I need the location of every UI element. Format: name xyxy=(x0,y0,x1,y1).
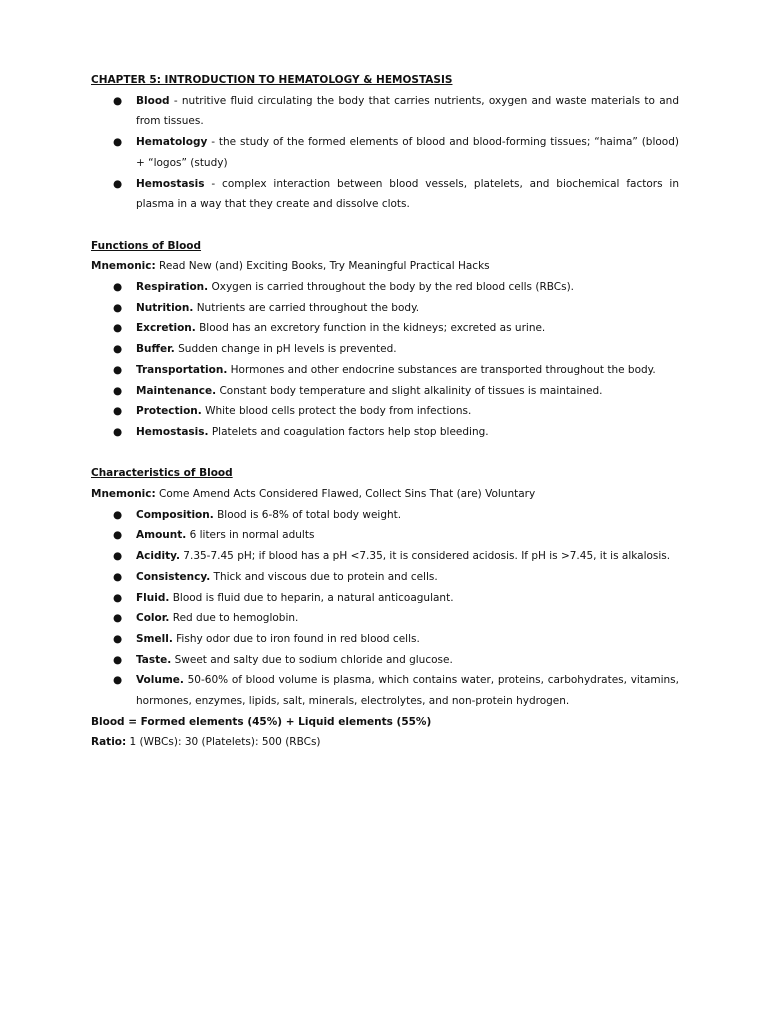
bullet-icon: ● xyxy=(113,301,123,314)
item-term: Acidity. xyxy=(136,550,180,563)
item-term: Blood xyxy=(136,94,170,107)
item-text: - nutritive fluid circulating the body that carries nutrients, oxygen and waste materials to and from tissues. xyxy=(136,94,679,128)
section-spacer xyxy=(91,215,679,236)
bullet-icon: ● xyxy=(113,94,123,107)
characteristics-list xyxy=(91,505,679,712)
bullet-icon: ● xyxy=(113,653,123,666)
list-item xyxy=(91,381,679,402)
item-term: Buffer. xyxy=(136,343,175,356)
item-text: White blood cells protect the body from infections. xyxy=(201,405,472,418)
list-item xyxy=(91,360,679,381)
list-item xyxy=(91,525,679,546)
ratio-text: 1 (WBCs): 30 (Platelets): 500 (RBCs) xyxy=(126,736,321,749)
item-text: 6 liters in normal adults xyxy=(186,529,315,542)
item-text: Blood is 6-8% of total body weight. xyxy=(213,508,402,521)
item-term: Volume. xyxy=(136,674,184,687)
list-item xyxy=(91,339,679,360)
item-term: Nutrition. xyxy=(136,301,194,314)
bullet-icon: ● xyxy=(113,363,123,376)
item-text: - complex interaction between blood vessels, platelets, and biochemical factors in plasma in a way that they create and dissolve clots. xyxy=(136,177,679,211)
list-item xyxy=(91,546,679,567)
item-text: Oxygen is carried throughout the body by the red blood cells (RBCs). xyxy=(208,281,575,294)
item-text: Sudden change in pH levels is prevented. xyxy=(174,343,397,356)
mnemonic-text: Come Amend Acts Considered Flawed, Collect Sins That (are) Voluntary xyxy=(155,488,536,501)
list-item xyxy=(91,567,679,588)
bullet-icon: ● xyxy=(113,529,123,542)
bullet-icon: ● xyxy=(113,550,123,563)
item-term: Amount. xyxy=(136,529,187,542)
mnemonic-text: Read New (and) Exciting Books, Try Meaningful Practical Hacks xyxy=(155,260,490,273)
chapter-title: CHAPTER 5: INTRODUCTION TO HEMATOLOGY & HEMOSTASIS xyxy=(91,74,453,86)
item-text: Platelets and coagulation factors help stop bleeding. xyxy=(208,425,489,438)
item-text: Constant body temperature and slight alkalinity of tissues is maintained. xyxy=(216,384,603,397)
bullet-icon: ● xyxy=(113,281,123,294)
list-item xyxy=(91,318,679,339)
bullet-icon: ● xyxy=(113,384,123,397)
list-item xyxy=(91,401,679,422)
item-term: Transportation. xyxy=(136,363,228,376)
item-term: Hemostasis. xyxy=(136,425,209,438)
list-item xyxy=(91,588,679,609)
item-text: Fishy odor due to iron found in red blood cells. xyxy=(172,632,420,645)
item-term: Taste. xyxy=(136,653,172,666)
item-text: Red due to hemoglobin. xyxy=(169,612,299,625)
item-term: Protection. xyxy=(136,405,202,418)
functions-list xyxy=(91,277,679,443)
item-term: Respiration. xyxy=(136,281,209,294)
list-item xyxy=(91,650,679,671)
functions-heading: Functions of Blood xyxy=(91,239,202,252)
list-item xyxy=(91,298,679,319)
item-term: Composition. xyxy=(136,508,214,521)
list-item xyxy=(91,174,679,215)
list-item xyxy=(91,505,679,526)
item-term: Maintenance. xyxy=(136,384,217,397)
chapter-definitions-list xyxy=(91,91,679,215)
bullet-icon: ● xyxy=(113,322,123,335)
document-content xyxy=(91,70,679,753)
list-item xyxy=(91,422,679,443)
bullet-icon: ● xyxy=(113,612,123,625)
item-term: Consistency. xyxy=(136,570,211,583)
item-text: Nutrients are carried throughout the body. xyxy=(193,301,420,314)
list-item xyxy=(91,132,679,173)
functions-mnemonic xyxy=(91,256,679,277)
list-item xyxy=(91,629,679,650)
item-text: 7.35-7.45 pH; if blood has a pH <7.35, it is considered acidosis. If pH is >7.45, it is alkalosis. xyxy=(179,550,671,563)
item-term: Excretion. xyxy=(136,322,196,335)
section-spacer xyxy=(91,443,679,464)
bullet-icon: ● xyxy=(113,136,123,149)
item-text: - the study of the formed elements of blood and blood-forming tissues; “haima” (blood) + “logos” (study) xyxy=(136,136,679,169)
item-text: Blood has an excretory function in the kidneys; excreted as urine. xyxy=(195,322,546,335)
bullet-icon: ● xyxy=(113,405,123,418)
mnemonic-label: Mnemonic: xyxy=(91,488,156,501)
item-term: Smell. xyxy=(136,632,173,645)
list-item xyxy=(91,670,679,711)
item-text: 50-60% of blood volume is plasma, which contains water, proteins, carbohydrates, vitamins, hormones, enzymes, lipids, salt, minerals, electrolytes, and non-protein hydrogen. xyxy=(136,674,679,708)
bullet-icon: ● xyxy=(113,177,123,190)
item-text: Thick and viscous due to protein and cells. xyxy=(210,570,438,583)
ratio-label: Ratio: xyxy=(91,736,127,749)
bullet-icon: ● xyxy=(113,632,123,645)
item-text: Hormones and other endocrine substances are transported throughout the body. xyxy=(227,363,656,376)
bullet-icon: ● xyxy=(113,591,123,604)
characteristics-mnemonic xyxy=(91,484,679,505)
item-term: Fluid. xyxy=(136,591,170,604)
characteristics-heading: Characteristics of Blood xyxy=(91,467,233,480)
item-term: Color. xyxy=(136,612,170,625)
list-item xyxy=(91,277,679,298)
bullet-icon: ● xyxy=(113,674,123,687)
list-item xyxy=(91,91,679,132)
item-text: Sweet and salty due to sodium chloride and glucose. xyxy=(171,653,453,666)
bullet-icon: ● xyxy=(113,570,123,583)
blood-formula: Blood = Formed elements (45%) + Liquid elements (55%) xyxy=(91,715,432,728)
item-term: Hematology xyxy=(136,136,208,149)
bullet-icon: ● xyxy=(113,425,123,438)
blood-ratio xyxy=(91,732,679,753)
mnemonic-label: Mnemonic: xyxy=(91,260,156,273)
item-term: Hemostasis xyxy=(136,177,205,190)
item-text: Blood is fluid due to heparin, a natural anticoagulant. xyxy=(169,591,454,604)
bullet-icon: ● xyxy=(113,343,123,356)
bullet-icon: ● xyxy=(113,508,123,521)
list-item xyxy=(91,608,679,629)
